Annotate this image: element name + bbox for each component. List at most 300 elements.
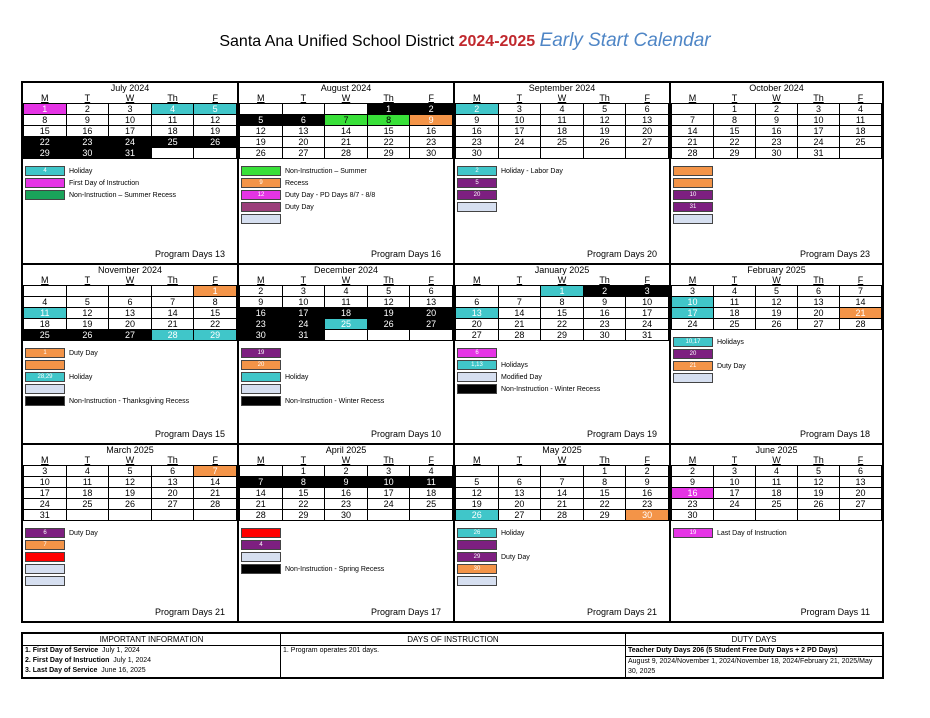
day-cell: 15	[714, 126, 756, 137]
calendar-grid	[21, 81, 884, 623]
day-cell: 10	[498, 115, 541, 126]
day-cell: 17	[109, 126, 152, 137]
day-cell	[456, 466, 499, 477]
legend-item	[25, 165, 176, 177]
legend-swatch	[673, 166, 713, 176]
day-cell: 13	[798, 297, 840, 308]
month-name: April 2025	[325, 445, 367, 455]
day-cell: 9	[240, 297, 283, 308]
day-cell: 18	[66, 488, 109, 499]
day-cell: 12	[583, 115, 626, 126]
day-cell: 13	[151, 477, 194, 488]
weekday-header: F	[644, 93, 650, 103]
month-name: August 2024	[320, 83, 372, 93]
day-cell: 10	[798, 115, 840, 126]
day-cell: 21	[325, 137, 368, 148]
day-cell: 28	[325, 148, 368, 159]
weekday-header: T	[731, 93, 738, 103]
month-legend	[457, 527, 530, 587]
month-name: February 2025	[747, 265, 806, 275]
legend-item	[457, 527, 530, 539]
day-cell: 6	[151, 466, 194, 477]
legend-item	[673, 336, 746, 348]
day-cell: 19	[367, 308, 410, 319]
day-cell	[194, 148, 237, 159]
day-cell: 8	[24, 115, 67, 126]
legend-swatch: 21	[673, 361, 713, 371]
day-cell: 28	[151, 330, 194, 341]
day-cell: 15	[367, 126, 410, 137]
day-cell: 26	[583, 137, 626, 148]
day-cell: 28	[498, 330, 541, 341]
day-cell: 15	[194, 308, 237, 319]
day-cell: 18	[410, 488, 453, 499]
day-cell: 29	[541, 330, 584, 341]
legend-item	[25, 359, 189, 371]
day-cell: 23	[672, 499, 714, 510]
day-cell: 21	[498, 319, 541, 330]
weekday-header: F	[428, 275, 434, 285]
day-cell: 22	[583, 499, 626, 510]
legend-label: Non-Instruction - Winter Recess	[285, 397, 385, 405]
day-cell: 8	[282, 477, 325, 488]
legend-item	[457, 539, 530, 551]
legend-item	[457, 383, 600, 395]
day-cell: 25	[66, 499, 109, 510]
legend-label: Holiday	[69, 167, 93, 175]
day-cell: 21	[194, 488, 237, 499]
day-cell: 18	[151, 126, 194, 137]
day-cell: 8	[367, 115, 410, 126]
day-cell: 31	[109, 148, 152, 159]
day-cell: 1	[714, 104, 756, 115]
day-cell: 3	[626, 286, 669, 297]
month-block	[239, 265, 455, 445]
legend-label: Duty Day - PD Days 8/7 - 8/8	[285, 191, 376, 199]
legend-item	[673, 348, 746, 360]
day-cell: 14	[240, 488, 283, 499]
day-cell: 4	[410, 466, 453, 477]
day-cell: 5	[109, 466, 152, 477]
day-cell: 5	[798, 466, 840, 477]
weekday-header: W	[557, 93, 567, 103]
legend-item	[457, 165, 563, 177]
important-item: 1. First Day of Service July 1, 2024	[25, 647, 140, 654]
day-cell: 2	[672, 466, 714, 477]
day-cell: 15	[583, 488, 626, 499]
legend-swatch: 12	[241, 190, 281, 200]
legend-swatch	[457, 576, 497, 586]
legend-item	[241, 359, 384, 371]
program-days: Program Days 21	[154, 607, 225, 617]
day-cell: 1	[367, 104, 410, 115]
legend-label: Non-Instruction - Spring Recess	[285, 565, 385, 573]
day-cell	[840, 148, 882, 159]
day-cell: 23	[66, 137, 109, 148]
day-cell: 20	[456, 319, 499, 330]
month-name: December 2024	[313, 265, 379, 275]
day-cell: 26	[194, 137, 237, 148]
day-cell: 13	[840, 477, 882, 488]
day-cell	[498, 148, 541, 159]
day-cell: 19	[756, 308, 798, 319]
program-days: Program Days 15	[154, 429, 225, 439]
day-cell: 6	[626, 104, 669, 115]
day-cell	[109, 286, 152, 297]
legend-swatch	[25, 564, 65, 574]
day-cell: 25	[756, 499, 798, 510]
day-cell: 27	[626, 137, 669, 148]
month-block	[455, 265, 671, 445]
day-cell: 4	[66, 466, 109, 477]
legend-item	[25, 177, 176, 189]
day-cell	[498, 286, 541, 297]
day-cell: 29	[194, 330, 237, 341]
duty-days-heading: DUTY DAYS	[626, 634, 882, 646]
legend-item	[457, 551, 530, 563]
day-cell: 18	[714, 308, 756, 319]
legend-label: Holiday - Labor Day	[501, 167, 563, 175]
weekday-header: W	[772, 455, 781, 465]
day-cell: 16	[456, 126, 499, 137]
day-cell: 27	[410, 319, 453, 330]
weekday-header: Th	[383, 93, 394, 103]
day-cell: 3	[367, 466, 410, 477]
day-cell: 17	[24, 488, 67, 499]
legend-item	[241, 539, 384, 551]
day-cell: 15	[282, 488, 325, 499]
legend-item	[241, 189, 375, 201]
day-cell: 5	[583, 104, 626, 115]
legend-swatch	[457, 202, 497, 212]
day-cell: 31	[282, 330, 325, 341]
day-cell: 4	[24, 297, 67, 308]
weekday-header: T	[300, 93, 307, 103]
day-cell: 6	[798, 286, 840, 297]
month-days-table	[671, 275, 882, 330]
day-cell: 18	[541, 126, 584, 137]
day-cell: 4	[840, 104, 882, 115]
day-cell: 20	[109, 319, 152, 330]
program-days: Program Days 11	[800, 607, 870, 617]
weekday-header: M	[473, 455, 481, 465]
month-days-table	[23, 93, 237, 159]
weekday-header: Th	[167, 93, 178, 103]
day-cell: 15	[24, 126, 67, 137]
day-cell: 1	[194, 286, 237, 297]
weekday-header: Th	[813, 455, 824, 465]
day-cell: 11	[151, 115, 194, 126]
instruction-text: 1. Program operates 201 days.	[283, 647, 380, 654]
day-cell: 17	[367, 488, 410, 499]
day-cell: 31	[24, 510, 67, 521]
weekday-header: M	[473, 93, 481, 103]
legend-item	[673, 213, 717, 225]
day-cell: 14	[672, 126, 714, 137]
legend-item	[673, 177, 717, 189]
weekday-header: Th	[599, 93, 610, 103]
day-cell	[151, 148, 194, 159]
weekday-header: W	[772, 275, 781, 285]
legend-item	[25, 347, 189, 359]
day-cell: 26	[456, 510, 499, 521]
weekday-header: W	[772, 93, 781, 103]
day-cell	[840, 510, 882, 521]
weekday-header: T	[84, 93, 91, 103]
day-cell: 18	[325, 308, 368, 319]
day-cell: 29	[714, 148, 756, 159]
month-days-table	[239, 93, 453, 159]
legend-item	[241, 177, 375, 189]
legend-item	[25, 383, 189, 395]
day-cell: 10	[109, 115, 152, 126]
day-cell: 4	[151, 104, 194, 115]
day-cell: 5	[456, 477, 499, 488]
month-days-table	[23, 455, 237, 521]
legend-item	[25, 527, 98, 539]
day-cell: 21	[151, 319, 194, 330]
day-cell: 9	[672, 477, 714, 488]
legend-item	[457, 371, 600, 383]
day-cell: 16	[66, 126, 109, 137]
day-cell	[282, 104, 325, 115]
day-cell: 30	[325, 510, 368, 521]
day-cell: 6	[456, 297, 499, 308]
legend-item	[673, 527, 787, 539]
day-cell: 7	[541, 477, 584, 488]
day-cell: 7	[325, 115, 368, 126]
day-cell: 1	[541, 286, 584, 297]
weekday-header: T	[516, 275, 523, 285]
day-cell: 11	[714, 297, 756, 308]
day-cell: 4	[325, 286, 368, 297]
legend-swatch	[673, 214, 713, 224]
day-cell: 16	[240, 308, 283, 319]
important-item: 2. First Day of Instruction July 1, 2024	[25, 657, 152, 664]
day-cell: 17	[282, 308, 325, 319]
legend-label: Duty Day	[69, 349, 98, 357]
legend-label: First Day of Instruction	[69, 179, 140, 187]
day-cell: 29	[24, 148, 67, 159]
day-cell: 13	[456, 308, 499, 319]
day-cell: 6	[498, 477, 541, 488]
weekday-header: Th	[599, 455, 610, 465]
program-days: Program Days 20	[586, 249, 657, 259]
weekday-header: W	[125, 455, 135, 465]
day-cell: 6	[840, 466, 882, 477]
day-cell: 26	[798, 499, 840, 510]
month-name: May 2025	[542, 445, 582, 455]
weekday-header: T	[731, 275, 738, 285]
month-days-table	[239, 275, 453, 341]
day-cell: 11	[541, 115, 584, 126]
day-cell: 3	[109, 104, 152, 115]
day-cell: 24	[798, 137, 840, 148]
legend-item	[25, 539, 98, 551]
legend-label: Holidays	[717, 338, 744, 346]
legend-label: Non-Instruction – Summer	[285, 167, 367, 175]
weekday-header: F	[428, 455, 434, 465]
day-cell: 22	[541, 319, 584, 330]
legend-swatch	[25, 576, 65, 586]
weekday-header: F	[857, 455, 864, 465]
weekday-header: F	[857, 275, 864, 285]
day-cell: 11	[410, 477, 453, 488]
important-info-section	[23, 634, 281, 677]
weekday-header: M	[473, 275, 481, 285]
day-cell: 14	[151, 308, 194, 319]
day-cell: 11	[24, 308, 67, 319]
legend-swatch: 19	[241, 348, 281, 358]
day-cell: 12	[798, 477, 840, 488]
day-cell: 9	[756, 115, 798, 126]
legend-label: Duty Day	[285, 203, 314, 211]
day-cell: 12	[756, 297, 798, 308]
district-name: Santa Ana Unified School District	[219, 33, 459, 50]
month-legend	[241, 527, 384, 575]
day-cell: 30	[456, 148, 499, 159]
day-cell: 1	[583, 466, 626, 477]
month-block	[671, 445, 882, 621]
day-cell	[714, 510, 756, 521]
month-block	[239, 445, 455, 621]
legend-swatch: 9	[241, 178, 281, 188]
day-cell: 10	[24, 477, 67, 488]
month-days-table	[671, 455, 882, 521]
weekday-header: M	[41, 275, 49, 285]
day-cell: 16	[672, 488, 714, 499]
legend-item	[457, 347, 600, 359]
day-cell: 2	[626, 466, 669, 477]
day-cell: 30	[672, 510, 714, 521]
weekday-header: M	[41, 93, 49, 103]
weekday-header: M	[688, 93, 697, 103]
weekday-header: F	[857, 93, 864, 103]
day-cell: 10	[367, 477, 410, 488]
legend-swatch	[241, 552, 281, 562]
day-cell: 6	[109, 297, 152, 308]
legend-swatch: 1	[25, 348, 65, 358]
day-cell: 10	[714, 477, 756, 488]
month-days-table	[455, 455, 669, 521]
weekday-header: W	[125, 275, 135, 285]
day-cell: 3	[498, 104, 541, 115]
month-name: September 2024	[528, 83, 596, 93]
day-cell: 22	[282, 499, 325, 510]
page-title	[0, 30, 930, 53]
weekday-header: M	[688, 275, 697, 285]
day-cell: 23	[240, 319, 283, 330]
day-cell: 19	[583, 126, 626, 137]
legend-label: Holiday	[285, 373, 309, 381]
day-cell	[66, 510, 109, 521]
weekday-header: W	[341, 275, 351, 285]
day-cell	[541, 148, 584, 159]
day-cell: 24	[24, 499, 67, 510]
legend-swatch: 19	[673, 528, 713, 538]
day-cell: 8	[194, 297, 237, 308]
legend-label: Duty Day	[501, 553, 530, 561]
day-cell: 2	[410, 104, 453, 115]
day-cell: 9	[456, 115, 499, 126]
day-cell	[756, 510, 798, 521]
day-cell: 7	[672, 115, 714, 126]
day-cell: 29	[583, 510, 626, 521]
day-cell: 27	[282, 148, 325, 159]
day-cell: 24	[714, 499, 756, 510]
legend-item	[241, 395, 384, 407]
day-cell: 12	[194, 115, 237, 126]
day-cell	[626, 148, 669, 159]
day-cell: 13	[626, 115, 669, 126]
legend-swatch	[241, 372, 281, 382]
day-cell: 24	[672, 319, 714, 330]
day-cell: 30	[756, 148, 798, 159]
legend-swatch: 5	[457, 178, 497, 188]
day-cell: 20	[151, 488, 194, 499]
month-days-table	[671, 93, 882, 159]
legend-label: Non-Instruction - Winter Recess	[501, 385, 601, 393]
day-cell: 30	[66, 148, 109, 159]
month-block	[239, 83, 455, 265]
day-cell: 21	[840, 308, 882, 319]
legend-item	[241, 527, 384, 539]
day-cell: 27	[109, 330, 152, 341]
legend-swatch	[241, 396, 281, 406]
day-cell: 25	[151, 137, 194, 148]
weekday-header: T	[516, 455, 523, 465]
legend-swatch: 20	[673, 349, 713, 359]
legend-item	[25, 371, 189, 383]
day-cell: 26	[66, 330, 109, 341]
legend-item	[457, 189, 563, 201]
day-cell: 19	[240, 137, 283, 148]
day-cell: 31	[626, 330, 669, 341]
weekday-header: M	[41, 455, 49, 465]
day-cell: 27	[151, 499, 194, 510]
month-block	[455, 445, 671, 621]
legend-swatch: 20	[457, 190, 497, 200]
day-cell: 12	[240, 126, 283, 137]
legend-swatch	[25, 384, 65, 394]
month-block	[23, 83, 239, 265]
day-cell: 23	[583, 319, 626, 330]
day-cell: 21	[240, 499, 283, 510]
legend-swatch: 7	[25, 540, 65, 550]
day-cell: 7	[498, 297, 541, 308]
month-legend	[241, 347, 384, 407]
day-cell: 2	[756, 104, 798, 115]
month-days-table	[239, 455, 453, 521]
day-cell	[325, 104, 368, 115]
month-block	[671, 265, 882, 445]
weekday-header: Th	[813, 93, 824, 103]
weekday-header: F	[428, 93, 434, 103]
legend-swatch	[25, 552, 65, 562]
legend-item	[673, 360, 746, 372]
day-cell: 29	[282, 510, 325, 521]
legend-swatch	[241, 564, 281, 574]
legend-item	[241, 371, 384, 383]
day-cell	[109, 510, 152, 521]
weekday-header: Th	[383, 275, 394, 285]
day-cell: 19	[66, 319, 109, 330]
weekday-header: T	[516, 93, 523, 103]
day-cell: 3	[714, 466, 756, 477]
day-cell: 22	[367, 137, 410, 148]
day-cell: 10	[672, 297, 714, 308]
day-cell: 11	[756, 477, 798, 488]
